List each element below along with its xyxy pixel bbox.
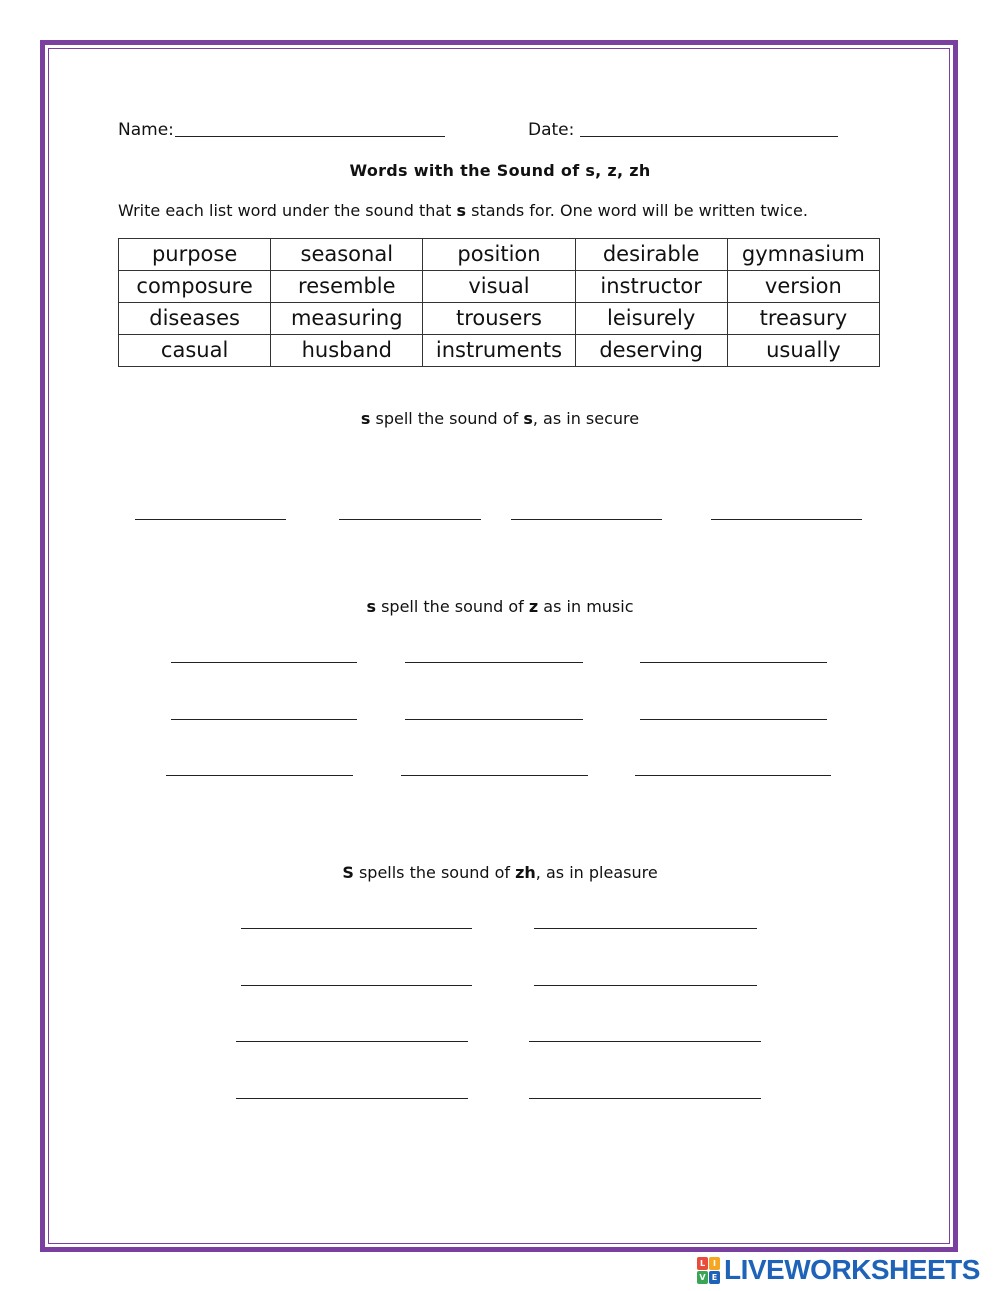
date-field[interactable]	[580, 136, 838, 137]
table-row	[119, 303, 880, 335]
answer-blank[interactable]	[339, 519, 481, 520]
word-cell: instruments	[423, 335, 575, 367]
answer-blank[interactable]	[640, 662, 827, 663]
word-list-table	[118, 238, 880, 367]
word-cell: usually	[727, 335, 879, 367]
answer-blank[interactable]	[236, 1098, 468, 1099]
answer-blank[interactable]	[166, 775, 353, 776]
logo-letter: E	[709, 1271, 720, 1284]
word-cell: resemble	[271, 271, 423, 303]
word-cell: trousers	[423, 303, 575, 335]
answer-blank[interactable]	[171, 719, 357, 720]
brand-name: LIVEWORKSHEETS	[724, 1254, 980, 1285]
word-cell: seasonal	[271, 239, 423, 271]
logo-letter: L	[697, 1257, 708, 1270]
section-heading-zh: S spells the sound of zh, as in pleasure	[342, 863, 658, 882]
live-logo-icon	[697, 1257, 720, 1284]
word-cell: diseases	[119, 303, 271, 335]
word-cell: version	[727, 271, 879, 303]
worksheet-title: Words with the Sound of s, z, zh	[349, 161, 651, 180]
word-cell: measuring	[271, 303, 423, 335]
table-row	[119, 335, 880, 367]
answer-blank[interactable]	[236, 1041, 468, 1042]
answer-blank[interactable]	[511, 519, 662, 520]
answer-blank[interactable]	[529, 1041, 761, 1042]
section-heading-s: s spell the sound of s, as in secure	[360, 409, 640, 428]
logo-letter: I	[709, 1257, 720, 1270]
answer-blank[interactable]	[534, 985, 757, 986]
word-cell: purpose	[119, 239, 271, 271]
section-heading-z: s spell the sound of z as in music	[366, 597, 634, 616]
word-cell: casual	[119, 335, 271, 367]
answer-blank[interactable]	[640, 719, 827, 720]
answer-blank[interactable]	[534, 928, 757, 929]
table-row	[119, 271, 880, 303]
name-field[interactable]	[175, 136, 445, 137]
answer-blank[interactable]	[711, 519, 862, 520]
answer-blank[interactable]	[405, 719, 583, 720]
answer-blank[interactable]	[241, 985, 472, 986]
word-cell: treasury	[727, 303, 879, 335]
answer-blank[interactable]	[405, 662, 583, 663]
answer-blank[interactable]	[241, 928, 472, 929]
answer-blank[interactable]	[401, 775, 588, 776]
word-cell: visual	[423, 271, 575, 303]
name-label: Name:	[118, 120, 174, 140]
word-cell: gymnasium	[727, 239, 879, 271]
liveworksheets-logo	[697, 1255, 980, 1285]
word-cell: desirable	[575, 239, 727, 271]
date-label: Date:	[528, 120, 575, 140]
word-cell: composure	[119, 271, 271, 303]
logo-letter: V	[697, 1271, 708, 1284]
page-border	[40, 40, 958, 1252]
answer-blank[interactable]	[135, 519, 286, 520]
answer-blank[interactable]	[529, 1098, 761, 1099]
word-cell: instructor	[575, 271, 727, 303]
word-cell: leisurely	[575, 303, 727, 335]
answer-blank[interactable]	[171, 662, 357, 663]
instructions: Write each list word under the sound that s stands for. One word will be written twice.	[118, 201, 808, 220]
word-cell: husband	[271, 335, 423, 367]
word-cell: deserving	[575, 335, 727, 367]
word-cell: position	[423, 239, 575, 271]
answer-blank[interactable]	[635, 775, 831, 776]
table-row	[119, 239, 880, 271]
